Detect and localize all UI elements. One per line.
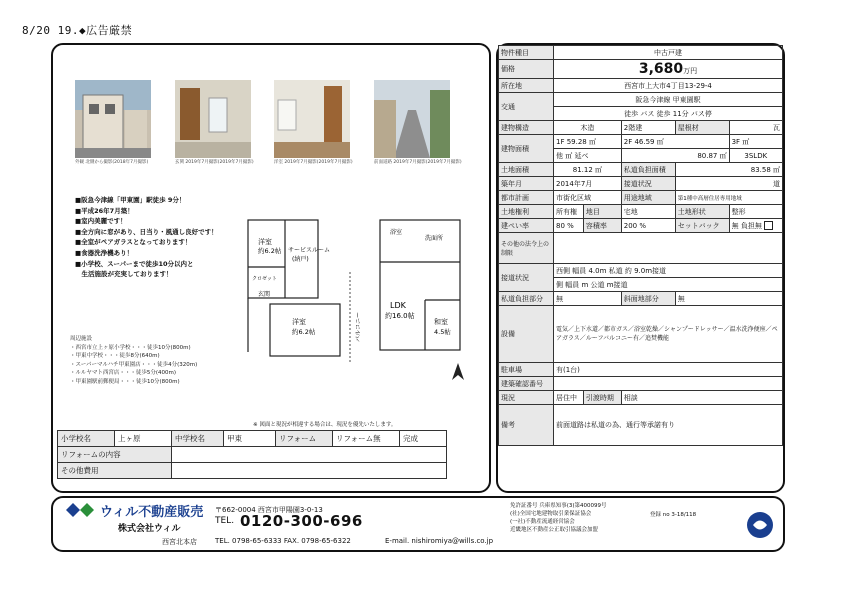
zone-value: 第1種中高層住居専用地域 <box>675 191 782 205</box>
page-header: 8/20 19.◆広告厳禁 <box>22 24 133 37</box>
exposure-label: 接道状況 <box>621 177 675 191</box>
slope-label: 斜面地部分 <box>621 292 675 306</box>
floor-plan <box>230 212 470 382</box>
equipment-value: 電気／上下水道／都市ガス／浴室乾燥／シャンプードレッサー／温水洗浄便座／ペアガラス／ルーフバルコニー有／追焚機能 <box>554 306 783 363</box>
road-row-1: 西側 幅員 4.0m 私道 約 9.0m接道 <box>554 264 783 278</box>
private-road-value: 83.58 ㎡ <box>675 163 782 177</box>
floor3-area: 3F ㎡ <box>729 135 782 149</box>
association: 近畿地区不動産公正取引協議会加盟 <box>510 527 599 533</box>
price-unit: 万円 <box>683 67 698 75</box>
setback-label: セットバック <box>675 219 729 233</box>
room-photo <box>274 80 350 158</box>
remarks-value: 前面道路は私道の為、通行等承諾有り <box>554 405 783 446</box>
walk-time: 徒歩 バス 徒歩 11分 バス停 <box>554 107 783 121</box>
room-size: 約6.2帖 <box>258 247 282 255</box>
land-category-label: 地目 <box>583 205 621 219</box>
room-size: 約16.0帖 <box>385 312 415 320</box>
spec-table <box>498 45 783 446</box>
road-burden-label: 私道負担部分 <box>499 292 554 306</box>
equipment-label: 設備 <box>499 306 554 363</box>
land-right-label: 土地権利 <box>499 205 554 219</box>
status-value: 居住中 <box>554 391 584 405</box>
road-burden-value: 無 <box>554 292 622 306</box>
reform-content-label: リフォームの内容 <box>58 447 172 463</box>
floors-value: 2階建 <box>621 121 675 135</box>
nearby-item: ・ルルヤマト西宮店・・・徒歩5分(400m) <box>70 370 177 376</box>
association: (一社)不動産流通経営協会 <box>510 519 575 525</box>
company-logo-text: ウィル不動産販売 <box>100 505 204 520</box>
feature-list <box>75 195 218 280</box>
school-table <box>57 430 447 479</box>
far-value: 200 % <box>621 219 675 233</box>
jr-school-label: 中学校名 <box>172 431 224 447</box>
nearby-item: ・スーパーマルハチ甲東園店・・・徒歩4分(320m) <box>70 361 198 368</box>
price-label: 価格 <box>499 60 554 79</box>
toll-free-number: 0120-300-696 <box>240 512 363 530</box>
email: E-mail. nishiromiya@wills.co.jp <box>385 537 494 545</box>
land-area-value: 81.12 ㎡ <box>554 163 622 177</box>
feature-item: ■小学校、スーパーまで徒歩10分以内と <box>75 259 194 268</box>
feature-item: ■平成26年7月築！ <box>75 206 134 215</box>
floorplan-note: ※ 図面と現況が相違する場合は、現況を優先いたします。 <box>253 422 397 428</box>
exterior-photo <box>75 80 151 158</box>
balcony-label: バルコニー <box>355 311 362 342</box>
built-label: 築年月 <box>499 177 554 191</box>
store-name: 西宮北本店 <box>162 538 197 546</box>
shape-label: 土地形状 <box>675 205 729 219</box>
private-road-label: 私道負担面積 <box>621 163 675 177</box>
registration-number: 登録 no 3-18/118 <box>650 512 697 518</box>
parking-label: 駐車場 <box>499 363 554 377</box>
room-label: 浴室 <box>390 229 403 236</box>
company-logo-icon <box>66 503 96 517</box>
tel-fax: TEL. 0798-65-6333 FAX. 0798-65-6322 <box>215 537 351 545</box>
status-label: 現況 <box>499 391 554 405</box>
room-label: 洋室 <box>258 238 272 246</box>
nearby-item: ・甲東中学校・・・徒歩8分(640m) <box>70 353 160 359</box>
nearby-facilities <box>70 335 197 386</box>
room-label: 和室 <box>434 318 448 326</box>
slope-value: 無 <box>675 292 782 306</box>
structure-value: 木造 <box>554 121 622 135</box>
room-label: 洋室 <box>292 318 306 326</box>
photo-caption: 前面道路 2019年7月撮影(2019年7月撮影) <box>374 160 462 165</box>
kind-label: 物件種目 <box>499 46 554 60</box>
kind-value: 中古戸建 <box>554 46 783 60</box>
price-value: 3,680 <box>638 61 684 77</box>
company-address: 〒662-0004 西宮市甲陽園3-0-13 <box>215 506 323 514</box>
compass-icon <box>450 362 466 382</box>
photo-caption: 外観 北側から撮影(2018年7月撮影) <box>75 160 149 165</box>
coverage-value: 80 % <box>554 219 584 233</box>
zone-label: 用途地域 <box>621 191 675 205</box>
roof-label: 屋根材 <box>675 121 729 135</box>
address-label: 所在地 <box>499 79 554 93</box>
remarks-label: 備考 <box>499 405 554 446</box>
station-line: 阪急今津線 甲東園駅 <box>554 93 783 107</box>
room-label: 洗面所 <box>425 235 444 242</box>
feature-item: ■室内美麗です！ <box>75 217 127 226</box>
other-cost-label: その他費用 <box>58 463 172 479</box>
license-number: 免許証番号 兵庫県知事(3)第400099号 <box>510 503 607 509</box>
structure-label: 建物構造 <box>499 121 554 135</box>
urban-plan-value: 市街化区域 <box>554 191 622 205</box>
roof-value: 瓦 <box>729 121 782 135</box>
nearby-item: ・甲東園駅前郵便局・・・徒歩10分(800m) <box>70 378 180 385</box>
floor2-area: 2F 46.59 ㎡ <box>621 135 729 149</box>
room-size: 約6.2帖 <box>292 328 316 336</box>
setback-note: 負担無 <box>740 221 762 230</box>
road-photo <box>374 80 450 158</box>
photo-caption: 玄関 2019年7月撮影(2019年7月撮影) <box>175 160 254 165</box>
handover-value: 相談 <box>621 391 782 405</box>
feature-item: 生活施設が充実しております！ <box>75 270 173 279</box>
nearby-item: ・西宮市立上ヶ原小学校・・・徒歩10分(800m) <box>70 344 191 351</box>
far-label: 容積率 <box>583 219 621 233</box>
association: (社)全国宅地建物取引業保証協会 <box>510 511 592 517</box>
address-value: 西宮市上大市4丁目13-29-4 <box>554 79 783 93</box>
road-label: 接道状況 <box>499 264 554 292</box>
elem-school-label: 小学校名 <box>58 431 115 447</box>
jr-school-value: 甲東 <box>224 431 276 447</box>
checkbox-icon <box>764 221 773 230</box>
feature-item: ■食器洗浄機あり！ <box>75 248 134 257</box>
feature-item: ■全室がペアガラスとなっております！ <box>75 238 192 247</box>
transport-label: 交通 <box>499 93 554 121</box>
floor1-area: 1F 59.28 ㎡ <box>554 135 622 149</box>
land-area-label: 土地面積 <box>499 163 554 177</box>
urban-plan-label: 都市計画 <box>499 191 554 205</box>
room-label: サービスルーム <box>288 247 331 254</box>
confirmation-label: 建築確認番号 <box>499 377 554 391</box>
elem-school-value: 上ヶ原 <box>115 431 172 447</box>
trade-association-mark-icon <box>745 510 775 540</box>
building-area-label: 建物面積 <box>499 135 554 163</box>
feature-item: ■阪急今津線「甲東園」駅徒歩 9分！ <box>75 196 186 204</box>
reform-value: リフォーム無 <box>333 431 400 447</box>
other-restrictions-label: その他の法令上の制限 <box>499 233 554 264</box>
total-area: 80.87 ㎡ <box>621 149 729 163</box>
completed-label: 完成 <box>400 431 447 447</box>
layout-value: 3SLDK <box>729 149 782 163</box>
parking-value: 有(1台) <box>554 363 783 377</box>
land-category-value: 宅地 <box>621 205 675 219</box>
feature-item: ■全方向に窓があり、日当り・風通し良好です！ <box>75 227 218 236</box>
entrance-photo <box>175 80 251 158</box>
road-row-2: 側 幅員 m 公道 m接道 <box>554 278 783 292</box>
room-label: LDK <box>390 301 406 310</box>
other-area: 他 ㎡ 延べ <box>554 149 622 163</box>
coverage-label: 建ぺい率 <box>499 219 554 233</box>
exposure-value: 道 <box>675 177 782 191</box>
photo-caption: 洋室 2019年7月撮影(2019年7月撮影) <box>274 160 353 165</box>
room-size: 4.5帖 <box>434 328 451 336</box>
nearby-title: 周辺施設 <box>70 336 93 342</box>
room-label: クロゼット <box>252 276 277 282</box>
built-value: 2014年7月 <box>554 177 622 191</box>
land-right-value: 所有権 <box>554 205 584 219</box>
room-label: 玄関 <box>258 291 271 298</box>
company-name: 株式会社ウィル <box>118 524 181 534</box>
license-info <box>510 502 607 534</box>
handover-label: 引渡時期 <box>583 391 621 405</box>
shape-value: 整形 <box>729 205 782 219</box>
tel-label: TEL. <box>215 516 235 526</box>
setback-value: 無 <box>731 221 739 230</box>
reform-label: リフォーム <box>276 431 333 447</box>
room-label: (納戸) <box>292 256 309 263</box>
